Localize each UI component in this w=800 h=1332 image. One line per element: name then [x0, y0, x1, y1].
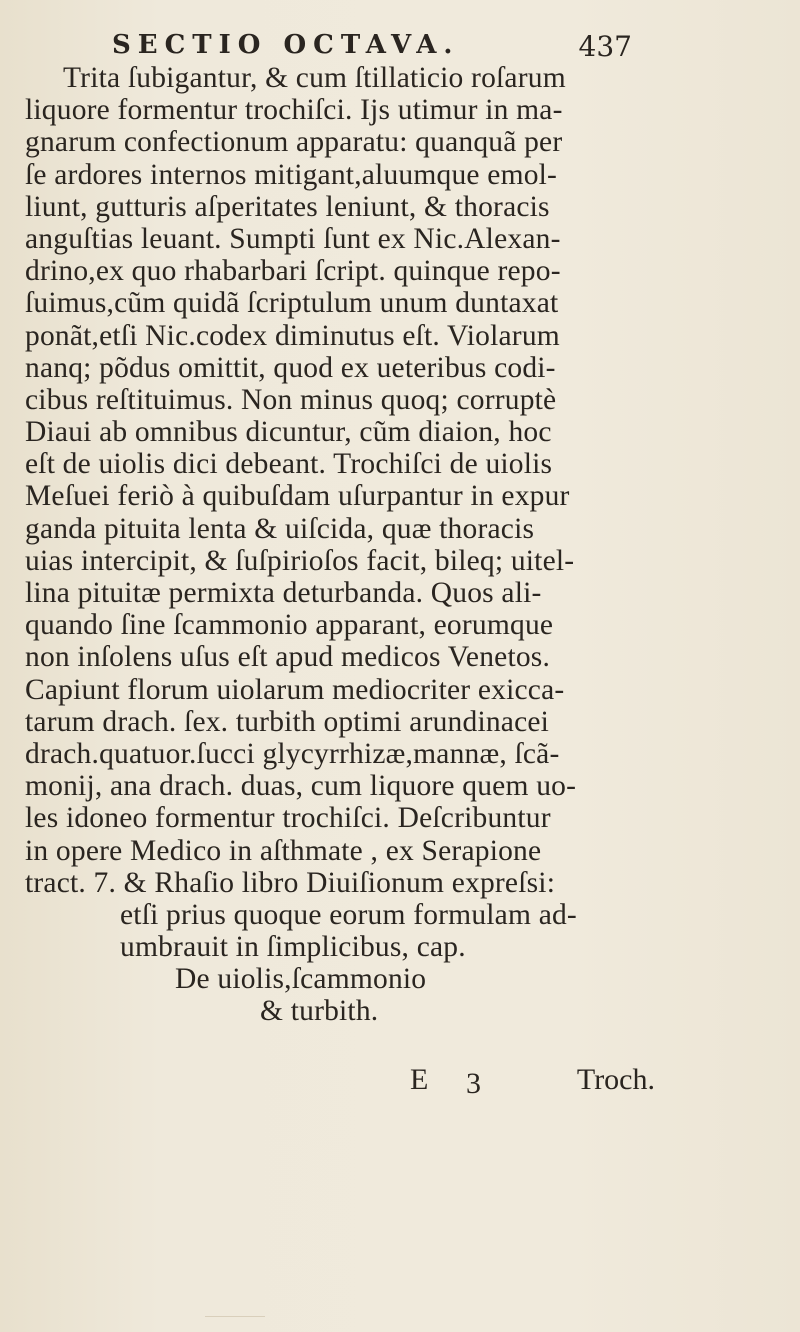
text-line: nanq; põdus omittit, quod ex ueteribus codi- — [25, 351, 556, 384]
text-line: tract. 7. & Rhaſio libro Diuiſionum expreſsi: — [25, 866, 556, 899]
text-line: ſe ardores internos mitigant,aluumque emol- — [25, 158, 558, 191]
signature-number: 3 — [466, 1067, 481, 1100]
text-line: lina pituitæ permixta deturbanda. Quos ali- — [25, 577, 542, 609]
text-line: cibus reſtituimus. Non minus quoq; corruptè — [25, 383, 557, 416]
text-line: drino,ex quo rhabarbari ſcript. quinque repo- — [25, 255, 561, 288]
text-line: umbrauit in ſimplicibus, cap. — [120, 931, 466, 964]
catchword: Troch. — [576, 1063, 655, 1096]
text-line: gnarum confectionum apparatu: quanquã per — [25, 126, 563, 159]
text-line: ganda pituita lenta & uiſcida, quæ thoracis — [25, 512, 535, 545]
text-line: De uiolis,ſcammonio — [175, 963, 427, 996]
text-line: monij, ana drach. duas, cum liquore quem uo- — [25, 770, 577, 803]
text-line: Trita ſubigantur, & cum ſtillaticio roſarum — [63, 62, 566, 94]
text-line: Meſuei feriò à quibuſdam uſurpantur in expur — [25, 480, 570, 513]
text-line: eſt de uiolis dici debeant. Trochiſci de uiolis — [25, 448, 553, 481]
text-line: liquore formentur trochiſci. Ijs utimur in ma- — [25, 94, 563, 127]
catchline — [410, 1063, 655, 1103]
text-line: quando ſine ſcammonio apparant, eorumque — [25, 609, 554, 642]
text-line: tarum drach. ſex. turbith optimi arundinacei — [25, 705, 550, 738]
text-line: Diaui ab omnibus dicuntur, cũm diaion, hoc — [25, 416, 552, 449]
page-number: 437 — [578, 30, 632, 63]
text-line: drach.quatuor.ſucci glycyrrhizæ,mannæ, ſcã- — [25, 737, 560, 770]
text-line: non inſolens uſus eſt apud medicos Venetos. — [25, 641, 551, 674]
text-line: ponãt,etſi Nic.codex diminutus eſt. Violarum — [25, 319, 560, 352]
paper-mark — [205, 1316, 265, 1317]
text-line: in opere Medico in aſthmate , ex Serapione — [25, 834, 542, 867]
text-line: etſi prius quoque eorum formulam ad- — [120, 898, 577, 931]
text-line: les idoneo formentur trochiſci. Deſcribuntur — [25, 802, 551, 835]
text-line: ſuimus,cũm quidã ſcriptulum unum duntaxat — [25, 287, 559, 320]
body-text — [25, 62, 625, 1028]
text-line: liunt, gutturis aſperitates leniunt, & thoracis — [25, 190, 550, 223]
text-line: anguſtias leuant. Sumpti ſunt ex Nic.Alexan- — [25, 222, 561, 255]
signature-mark: E — [410, 1063, 429, 1096]
text-line: Capiunt florum uiolarum mediocriter exicca- — [25, 673, 565, 706]
text-line: uias intercipit, & ſuſpirioſos facit, bileq; uitel- — [25, 544, 575, 577]
text-line: & turbith. — [260, 995, 379, 1028]
running-head: SECTIO OCTAVA. — [112, 30, 460, 60]
